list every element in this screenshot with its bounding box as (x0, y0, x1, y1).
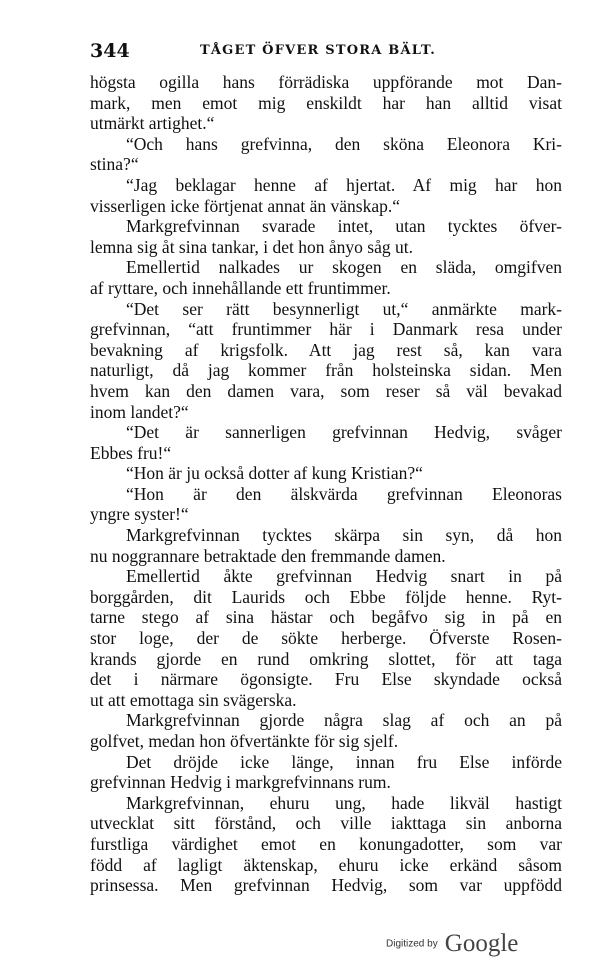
text-line: prinsessa. Men grefvinnan Hedvig, som var uppfödd (90, 875, 562, 896)
text-line: bevakning af krigsfolk. Att jag rest så, kan vara (90, 339, 562, 360)
digitized-by-google-stamp (386, 930, 518, 964)
text-line: stina?“ (90, 154, 139, 175)
text-line: Markgrefvinnan, ehuru ung, hade likväl hastigt (126, 792, 562, 813)
text-line: mark, men emot mig enskildt har han alltid visat (90, 92, 562, 113)
text-line: naturligt, då jag kommer från holsteinska sidan. Men (90, 360, 562, 381)
text-line: visserligen icke förtjenat annat än vänskap.“ (90, 195, 401, 216)
text-line: Markgrefvinnan gjorde några slag af och an på (126, 710, 562, 731)
text-line: Markgrefvinnan svarade intet, utan tycktes öfver- (126, 216, 562, 237)
text-line: “Jag beklagar henne af hjertat. Af mig har hon (126, 174, 562, 195)
text-line: “Och hans grefvinna, den sköna Eleonora Kri- (126, 133, 562, 154)
digitized-by-label: Digitized by (386, 938, 438, 950)
text-line: Ebbes fru!“ (90, 442, 172, 463)
text-line: född af lagligt äktenskap, ehuru icke erkänd såsom (90, 854, 562, 875)
text-line: tarne stego af sina hästar och begåfvo sig in på en (90, 607, 562, 628)
text-line: stor loge, der de sökte herberge. Öfverste Rosen- (90, 628, 562, 649)
text-line: “Hon är den älskvärda grefvinnan Eleonoras (126, 483, 562, 504)
google-logo: Google (444, 930, 519, 957)
body-text (90, 72, 562, 896)
text-line: af ryttare, och innehållande ett fruntimmer. (90, 277, 391, 298)
text-line: lemna sig åt sina tankar, i det hon ånyo såg ut. (90, 236, 413, 257)
text-line: nu noggrannare betraktade den fremmande damen. (90, 545, 446, 566)
text-line: högsta ogilla hans förrädiska uppförande mot Dan- (90, 72, 562, 92)
text-line: Emellertid åkte grefvinnan Hedvig snart in på (126, 566, 562, 587)
text-line: grefvinnan Hedvig i markgrefvinnans rum. (90, 772, 391, 793)
text-line: grefvinnan, “att fruntimmer här i Danmark resa under (90, 319, 562, 340)
text-line: “Det ser rätt besynnerligt ut,“ anmärkte mark- (126, 298, 562, 319)
text-line: golfvet, medan hon öfvertänkte för sig sjelf. (90, 731, 399, 751)
text-line: furstliga värdighet emot en konungadotter, som var (90, 833, 562, 854)
text-line: utvecklat sitt förstånd, och ville iakttaga sin anborna (90, 813, 562, 834)
text-line: krands gjorde en rund omkring slottet, för att taga (90, 648, 562, 669)
text-line: hvem kan den damen vara, som reser så väl bevakad (90, 380, 562, 401)
text-line: yngre syster!“ (90, 504, 189, 525)
text-line: ut att emottaga sin svägerska. (90, 689, 297, 710)
running-head (90, 40, 562, 64)
page-number: 344 (90, 40, 130, 62)
text-line: Det dröjde icke länge, innan fru Else införde (126, 751, 562, 772)
text-line: Markgrefvinnan tycktes skärpa sin syn, då hon (126, 525, 562, 546)
text-line: “Det är sannerligen grefvinnan Hedvig, svåger (126, 422, 562, 443)
text-line: “Hon är ju också dotter af kung Kristian?“ (126, 463, 423, 484)
text-line: det i närmare ögonsigte. Fru Else skyndade också (90, 669, 562, 690)
text-line: inom landet?“ (90, 401, 189, 422)
text-line: Emellertid nalkades ur skogen en släda, omgifven (126, 257, 562, 278)
text-line: utmärkt artighet.“ (90, 113, 215, 134)
text-line: borggården, dit Laurids och Ebbe följde henne. Ryt- (90, 586, 562, 607)
running-title: TÅGET ÖFVER STORA BÄLT. (200, 43, 436, 58)
